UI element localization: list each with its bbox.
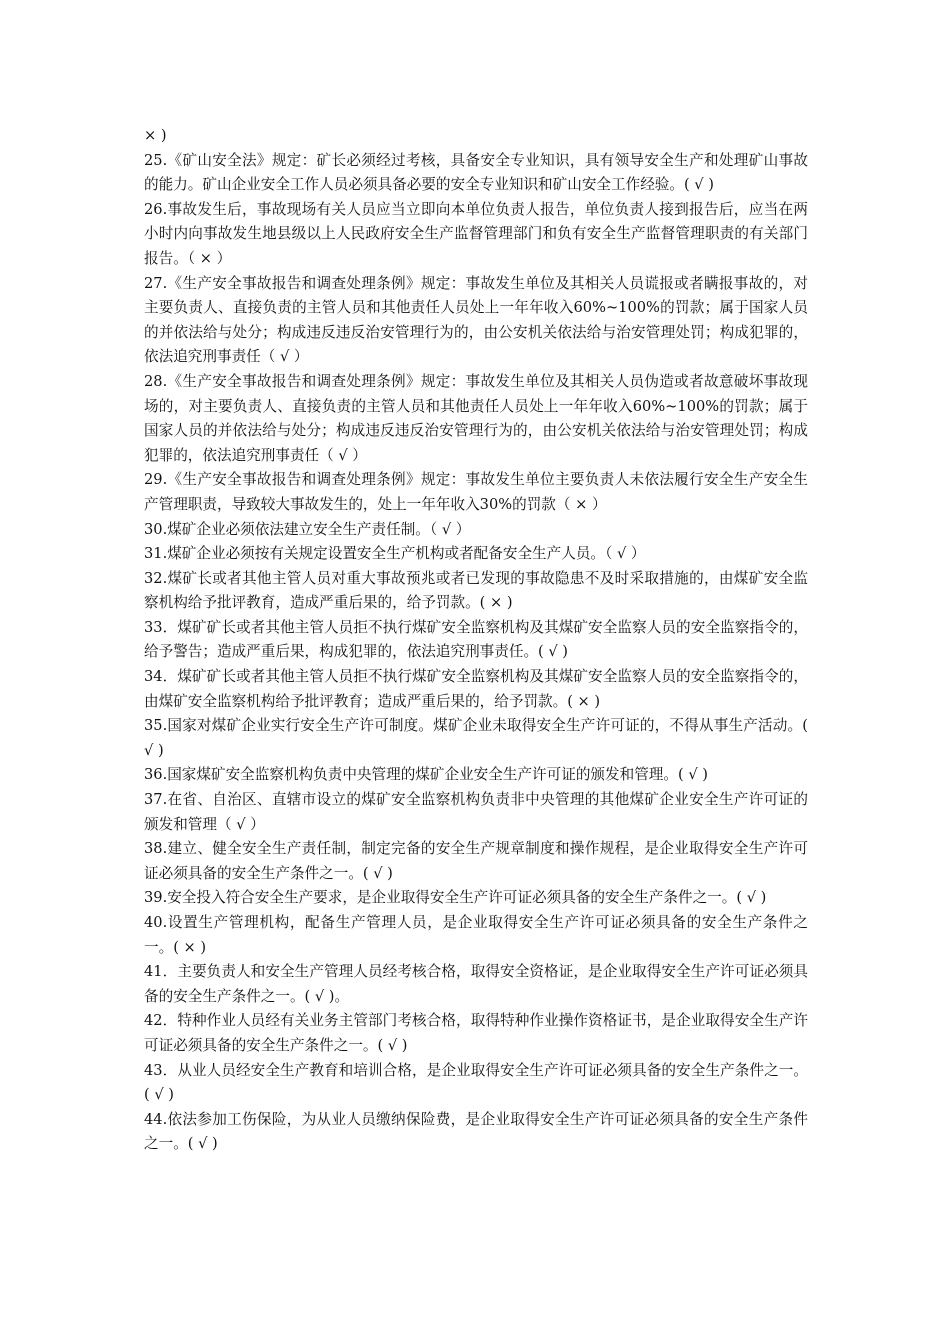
paragraph-continuation: × ) [144,127,167,144]
question-38: 38.建立、健全安全生产责任制，制定完备的安全生产规章制度和操作规程，是企业取得安全生产许可证必须具备的安全生产条件之一。( √ ) [144,840,808,882]
question-31: 31.煤矿企业必须按有关规定设置安全生产机构或者配备安全生产人员。（ √ ） [144,545,646,563]
question-43: 43．从业人员经安全生产教育和培训合格，是企业取得安全生产许可证必须具备的安全生产条件之一。( √ ) [144,1061,808,1104]
question-28: 28.《生产安全事故报告和调查处理条例》规定：事故发生单位及其相关人员伪造或者故意破坏事故现场的，对主要负责人、直接负责的主管人员和其他责任人员处上一年年收入60%~100%的罚款；属于国家人员的并依法给与处分；构成违反违反治安管理行为的，由公安机关依法给与治安管理处罚；构成犯罪的，依法追究刑事责任（ √ ） [144,372,808,464]
question-44: 44.依法参加工伤保险，为从业人员缴纳保险费，是企业取得安全生产许可证必须具备的安全生产条件之一。( √ ) [144,1110,808,1153]
question-25: 25.《矿山安全法》规定：矿长必须经过考核，具备安全专业知识，具有领导安全生产和处理矿山事故的能力。矿山企业安全工作人员必须具备必要的安全专业知识和矿山安全工作经验。( √ ) [144,151,808,194]
question-37: 37.在省、自治区、直辖市设立的煤矿安全监察机构负责非中央管理的其他煤矿企业安全生产许可证的颁发和管理（ √ ） [144,791,808,833]
question-36: 36.国家煤矿安全监察机构负责中央管理的煤矿企业安全生产许可证的颁发和管理。( √ ) [144,766,708,784]
question-32: 32.煤矿长或者其他主管人员对重大事故预兆或者已发现的事故隐患不及时采取措施的，由煤矿安全监察机构给予批评教育，造成严重后果的，给予罚款。( × ) [144,569,808,612]
question-29: 29.《生产安全事故报告和调查处理条例》规定：事故发生单位主要负责人未依法履行安全生产安全生产管理职责，导致较大事故发生的，处上一年年收入30%的罚款（ × ） [144,471,808,513]
question-33: 33．煤矿矿长或者其他主管人员拒不执行煤矿安全监察机构及其煤矿安全监察人员的安全监察指令的，给予警告；造成严重后果，构成犯罪的，依法追究刑事责任。( √ ) [144,618,808,661]
question-27: 27.《生产安全事故报告和调查处理条例》规定：事故发生单位及其相关人员谎报或者瞒报事故的，对主要负责人、直接负责的主管人员和其他责任人员处上一年年收入60%~100%的罚款；属于国家人员的并依法给与处分；构成违反违反治安管理行为的，由公安机关依法给与治安管理处罚；构成犯罪的，依法追究刑事责任（ √ ） [144,274,808,366]
document-body [144,124,808,1157]
question-35: 35.国家对煤矿企业实行安全生产许可制度。煤矿企业未取得安全生产许可证的，不得从事生产活动。( √ ) [144,717,808,759]
question-42: 42．特种作业人员经有关业务主管部门考核合格，取得特种作业操作资格证书，是企业取得安全生产许可证必须具备的安全生产条件之一。( √ ) [144,1012,808,1054]
question-39: 39.安全投入符合安全生产要求，是企业取得安全生产许可证必须具备的安全生产条件之一。( √ ) [144,889,767,907]
question-40: 40.设置生产管理机构，配备生产管理人员，是企业取得安全生产许可证必须具备的安全生产条件之一。( × ) [144,914,808,956]
question-26: 26.事故发生后，事故现场有关人员应当立即向本单位负责人报告，单位负责人接到报告后，应当在两小时内向事故发生地县级以上人民政府安全生产监督管理部门和负有安全生产监督管理职责的有关部门报告。（ × ） [144,200,808,267]
question-41: 41．主要负责人和安全生产管理人员经考核合格，取得安全资格证，是企业取得安全生产许可证必须具备的安全生产条件之一。( √ )。 [144,963,808,1005]
question-30: 30.煤矿企业必须依法建立安全生产责任制。（ √ ） [144,520,471,538]
question-34: 34．煤矿矿长或者其他主管人员拒不执行煤矿安全监察机构及其煤矿安全监察人员的安全监察指令的，由煤矿安全监察机构给予批评教育；造成严重后果的，给予罚款。( × ) [144,668,808,710]
